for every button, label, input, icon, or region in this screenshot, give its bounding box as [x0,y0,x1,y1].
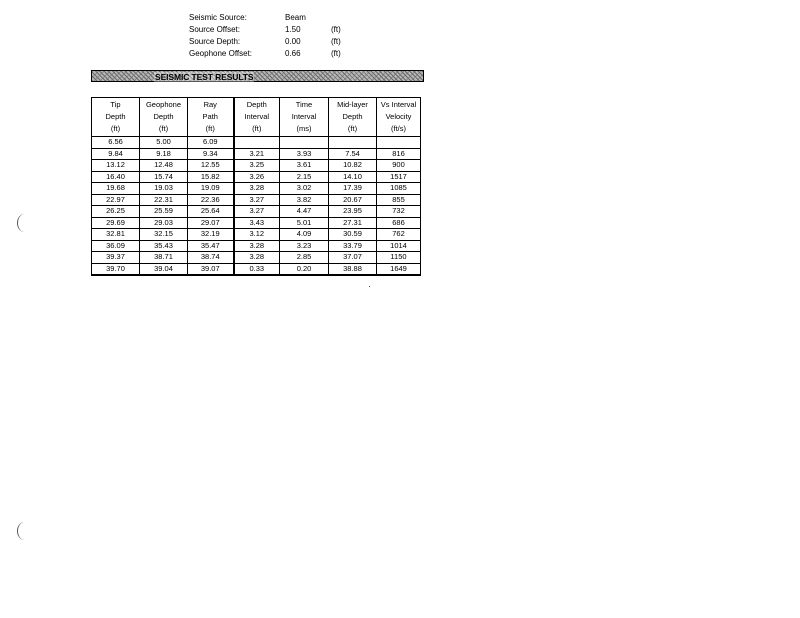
column-header [140,98,188,137]
table-body [92,137,421,276]
table-row [92,229,421,241]
table-cell: 32.15 [140,229,188,241]
table-cell: 25.64 [188,206,234,218]
table-cell: 4.09 [280,229,329,241]
table-cell: 13.12 [92,160,140,172]
param-unit [331,12,361,24]
column-header-line: Interval [291,112,317,121]
table-cell: 3.82 [280,194,329,206]
table-cell: 816 [377,148,421,160]
column-header-line: (ft) [252,124,262,133]
test-parameters [189,12,361,60]
column-header-line: Interval [244,112,270,121]
table-cell: 39.04 [140,263,188,275]
table-cell: 900 [377,160,421,172]
table-cell: 12.48 [140,160,188,172]
table-cell: 3.21 [234,148,280,160]
table-cell: 3.93 [280,148,329,160]
param-label: Source Depth: [189,37,241,46]
table-cell: 3.28 [234,183,280,195]
table-cell: 3.12 [234,229,280,241]
param-row [189,48,361,60]
param-label: Geophone Offset: [189,49,253,58]
param-label: Source Offset: [189,25,240,34]
table-row [92,263,421,275]
table-cell: 19.68 [92,183,140,195]
table-cell: 16.40 [92,171,140,183]
table-row [92,240,421,252]
param-value: 0.00 [285,37,301,46]
table-cell: 7.54 [329,148,377,160]
table-cell: 3.28 [234,240,280,252]
table-cell: 26.25 [92,206,140,218]
table-cell: 15.82 [188,171,234,183]
column-header-line: Depth [342,112,363,121]
table-cell: 5.00 [140,137,188,149]
param-value: 0.66 [285,49,301,58]
column-header-line: Vs Interval [380,100,417,109]
table-cell: 762 [377,229,421,241]
table-cell: 17.39 [329,183,377,195]
param-value: Beam [285,13,306,22]
results-banner [91,70,424,82]
param-row [189,24,361,36]
table-cell [280,137,329,149]
column-header-line: (ft) [347,124,358,133]
table-cell: 3.23 [280,240,329,252]
seismic-results-table [91,97,421,276]
punch-hole-mark [17,214,32,232]
param-unit: (ft) [331,25,341,34]
table-header-row [92,98,421,137]
table-cell: 3.27 [234,194,280,206]
param-value: 1.50 [285,25,301,34]
column-header-line: (ms) [296,124,312,133]
table-cell: 2.15 [280,171,329,183]
table-cell: 3.27 [234,206,280,218]
table-cell: 10.82 [329,160,377,172]
table-cell: 22.36 [188,194,234,206]
table-cell: 1150 [377,252,421,264]
table-cell: 3.61 [280,160,329,172]
column-header-line: Path [202,112,218,121]
column-header [234,98,280,137]
column-header-line: Mid-layer [337,100,368,109]
table-cell: 30.59 [329,229,377,241]
table-cell: 9.84 [92,148,140,160]
table-cell: 732 [377,206,421,218]
table-cell: 19.03 [140,183,188,195]
table-cell: 27.31 [329,217,377,229]
punch-hole-mark [17,522,32,540]
table-cell: 25.59 [140,206,188,218]
param-unit: (ft) [331,49,341,58]
table-cell: 32.81 [92,229,140,241]
column-header-line: Velocity [385,112,412,121]
column-header-line: Geophone [145,100,182,109]
table-cell: 686 [377,217,421,229]
table-cell: 29.07 [188,217,234,229]
table-cell: 12.55 [188,160,234,172]
table-cell: 6.56 [92,137,140,149]
table-row [92,217,421,229]
table-cell: 3.25 [234,160,280,172]
table-cell [234,137,280,149]
column-header-line: Ray [203,100,217,109]
table-cell: 9.34 [188,148,234,160]
column-header-line: (ft) [205,124,215,133]
column-header [188,98,234,137]
table-cell: 19.09 [188,183,234,195]
table-row [92,252,421,264]
table-row [92,206,421,218]
table-cell: 5.01 [280,217,329,229]
table-cell: 37.07 [329,252,377,264]
table-cell: 23.95 [329,206,377,218]
table-cell: 4.47 [280,206,329,218]
table-cell: 1014 [377,240,421,252]
table-cell: 20.67 [329,194,377,206]
column-header-line: Time [295,100,313,109]
table-row [92,194,421,206]
param-row [189,12,361,24]
table-cell: 22.97 [92,194,140,206]
table-row [92,160,421,172]
column-header-line: Depth [246,100,267,109]
table-cell: 29.69 [92,217,140,229]
table-row [92,137,421,149]
table-cell: 2.85 [280,252,329,264]
table-cell: 855 [377,194,421,206]
table-cell: 39.07 [188,263,234,275]
table-cell: 38.74 [188,252,234,264]
table-cell: 3.43 [234,217,280,229]
table-cell [377,137,421,149]
table-cell: 15.74 [140,171,188,183]
column-header [329,98,377,137]
table-cell: 14.10 [329,171,377,183]
scan-speck [369,286,370,287]
table-cell: 1517 [377,171,421,183]
column-header-line: (ft/s) [391,124,406,133]
table-cell: 0.20 [280,263,329,275]
table-cell: 32.19 [188,229,234,241]
table-cell: 3.02 [280,183,329,195]
table-cell: 6.09 [188,137,234,149]
table-cell: 39.70 [92,263,140,275]
banner-title: SEISMIC TEST RESULTS [155,72,254,82]
table-cell: 3.28 [234,252,280,264]
param-label: Seismic Source: [189,13,247,22]
table-row [92,183,421,195]
column-header [280,98,329,137]
column-header [377,98,421,137]
column-header-line: Tip [110,100,121,109]
column-header-line: Depth [105,112,126,121]
table-cell: 36.09 [92,240,140,252]
table-cell: 35.47 [188,240,234,252]
table-cell [329,137,377,149]
table-cell: 22.31 [140,194,188,206]
table-cell: 39.37 [92,252,140,264]
column-header [92,98,140,137]
table-cell: 33.79 [329,240,377,252]
column-header-line: (ft) [158,124,169,133]
table-cell: 38.88 [329,263,377,275]
table-cell: 29.03 [140,217,188,229]
table-row [92,171,421,183]
table-cell: 3.26 [234,171,280,183]
param-unit: (ft) [331,37,341,46]
table-cell: 0.33 [234,263,280,275]
table-cell: 35.43 [140,240,188,252]
table-row [92,148,421,160]
param-row [189,36,361,48]
table-cell: 1085 [377,183,421,195]
table-cell: 9.18 [140,148,188,160]
column-header-line: (ft) [110,124,121,133]
column-header-line: Depth [153,112,174,121]
table-cell: 1649 [377,263,421,275]
table-cell: 38.71 [140,252,188,264]
